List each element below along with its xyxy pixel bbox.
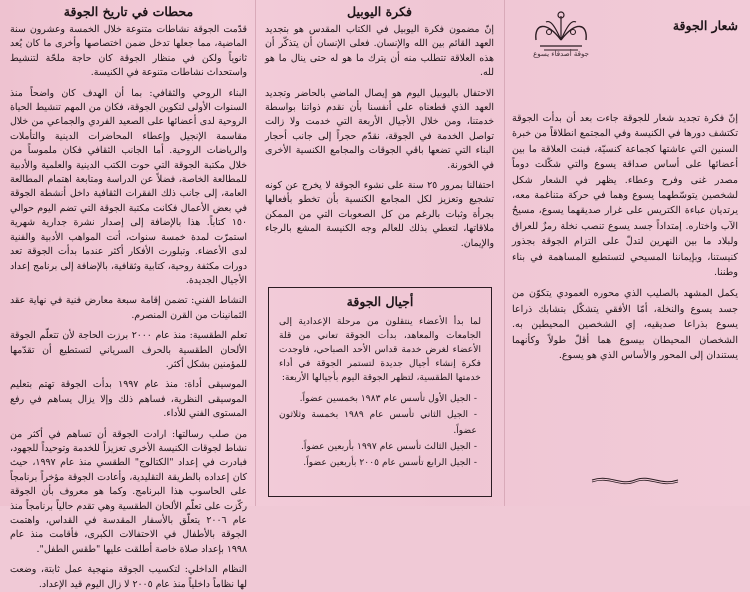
generation-item: - الجيل الأول تأسس عام ١٩٨٣ بخمسين عضواً. bbox=[279, 391, 481, 407]
jubilee-paragraph-1: إنّ مضمون فكرة اليوبيل في الكتاب المقدس هو بتجديد العهد القائم بين الله والإنسان. فعلى الإنسان أن يتذكّر أن هذه العلاقة تتطلب منه أن يترك ما هو له حتى ينال ما هو لله. bbox=[265, 24, 494, 79]
choir-logo-caption: جوقة أصدقاء يسوع bbox=[533, 50, 589, 58]
choir-logo-section bbox=[504, 0, 750, 506]
history-paragraph-6: من صلب رسالتها: ارادت الجوقة أن تساهم في أكثر من نشاط لجوقات الكنيسة الأخرى تعزيزاً للخدمة وتوحيداً للجهود، فبادرت في إعداد "الكتالوج" الطقسي منذ عام ١٩٩٧، حيث كان إعداده بالطريقة التقليدية، وأعادت الجوقة مؤخراً برنامجاً على الحاسوب هذا البرنامج. وكما هو معروف بأن الجوقة ركّزت على تعلّم الألحان الطقسية وهي تقدم حالياً برنامجاً منذ عام ٢٠٠٦ يتعلّق بالأسفار المقدسة في القداس، واهتمت الجوقة بالأطفال في الاحتفالات الكبرى، فأقامت منذ عام ١٩٩٨ بإعداد صلاة خاصة أطلقت عليها "طقس الطفل". bbox=[10, 428, 248, 555]
history-paragraph-7: النظام الداخلي: لتكسيب الجوقة منهجية عمل ثابتة، وضعت لها نظاماً داخلياً منذ عام ٢٠٠٥ لا زال اليوم قيد الإعداد. bbox=[10, 564, 247, 590]
generation-item: - الجيل الثالث تأسس عام ١٩٩٧ بأربعين عضواً. bbox=[279, 439, 481, 455]
choir-generations-intro: لما بدأ الأعضاء ينتقلون من مرحلة الإعدادية إلى الجامعات والمعاهد، بدأت الجوقة تعاني من قلة الأعضاء لغرض خدمة قداس الأحد الصباحي، فاوجدت فكرة إنشاء أجيال جديدة لتستمر الجوقة في أداء خدمتها الطقسية، لتظهر الجوقة اليوم بأجيالها الأربعة: bbox=[279, 316, 481, 383]
choir-generations-box bbox=[268, 287, 492, 497]
history-paragraph-1: قدّمت الجوقة نشاطات متنوعة خلال الخمسة وعشرون سنة الماضية، مما جعلها تدخل ضمن اختصاصها وأخرى ما كان يُعد ثانوياً ولكن في منظار الجوقة كان حاجة ملحّة لتنشيط واستحداث نشاطات متنوعة في الكنيسة. bbox=[10, 24, 247, 79]
jubilee-paragraph-3: احتفالنا بمرور ٢٥ سنة على نشوء الجوقة لا يخرج عن كونه تشجيع وتعزيز لكل المجامع الكنسية بأن تخطو بأفعالها بجرأة وثبات بالرغم من كل الصعوبات التي من الممكن ملاقاتها، لتعطي بذلك للعالم وجه الكنيسة المشع بالرجاء والإيمان. bbox=[265, 180, 494, 249]
jubilee-idea-title: فكرة اليوبيل bbox=[347, 4, 412, 19]
history-paragraph-5: الموسيقى أداة: منذ عام ١٩٩٧ بدأت الجوقة تهتم بتعليم الموسيقى النظرية، فساهم ذلك وإلا يزال يساهم في رفع المستوى الفني للأداء. bbox=[10, 379, 247, 420]
choir-logo-title: شعار الجوقة bbox=[672, 18, 738, 33]
generations-list bbox=[279, 391, 481, 471]
divider-ornament-icon bbox=[590, 474, 680, 486]
choir-generations-title: أجيال الجوقة bbox=[346, 294, 414, 309]
choir-history-section bbox=[0, 0, 255, 590]
jubilee-paragraph-2: الاحتفال باليوبيل اليوم هو إيصال الماضي بالحاضر وتجديد العهد الذي قطعناه على أنفسنا بأن نقدم ذواتنا بواسطة خدمتنا، ومن خلال الأجيال الأربعة التي خدمت ولا زالت تواصل الخدمة في الجوقة، نقدّم حجراً إلى جانب أحجار البناء التي تضعها باقي الجوقات والمجامع الكنسية الأخرى في الخورنة. bbox=[265, 87, 494, 171]
choir-logo-paragraph-1: إنّ فكرة تجديد شعار للجوقة جاءت بعد أن بدأت الجوقة تكتشف دورها في الكنيسة وفي المجتمع انطلاقاً من خبرة السنين التي عاشتها كجماعة كنسيّة، فبنت العلاقة ما بين أعضائها على أساس صداقة يسوع والتي شكّلت دوماً مصدر غنى وفرح وعطاء. يظهر في الشعار شكل لشخصين يتوسّطهما يسوع وهما في حركة متناغمة معه، يرتديان عباءة الكتريس على غرار صديقهما يسوع، مسيحُ الآب واختاره. إمتداداً جسد يسوع تنصب نخلة رمزٌ للعراق ولبلاد ما بين النهرين لتدلّ على التزام الجوقة بجذور كنيستنا، وبإيماننا المسيحي لتستطيع المساهمة في بناء وطننا. bbox=[512, 113, 738, 279]
choir-logo-paragraph-2: يكمل المشهد بالصليب الذي محوره العمودي يتكوّن من جسد يسوع والنخلة، أمّا الأفقي يتشكّل بتشابك ذراعا يسوع بذراعا صديقيه، إي الشخصين المحيطين به. الشخصان المحيطان بيسوع هما أقلّ طولاً وكأنهما يستندان إلى المحور والأساس الذي هو يسوع. bbox=[512, 288, 738, 362]
choir-history-title: محطات في تاريخ الجوقة bbox=[63, 4, 194, 19]
history-paragraph-3: النشاط الفني: تضمن إقامة سبعة معارض فنية في نهاية عقد الثمانينات من القرن المنصرم. bbox=[10, 295, 247, 321]
generation-item: - الجيل الثاني تأسس عام ١٩٨٩ بخمسة وثلاثون عضواً. bbox=[279, 407, 481, 439]
generation-item: - الجيل الرابع تأسس عام ٢٠٠٥ بأربعين عضواً. bbox=[279, 455, 481, 471]
history-paragraph-4: تعلم الطقسية: منذ عام ٢٠٠٠ برزت الحاجة لأن تتعلّم الجوقة الألحان الطقسية بالحرف السرياني لتستطيع أن تقدّمها للمؤمنين بشكل أكثر. bbox=[10, 330, 248, 370]
history-paragraph-2: البناء الروحي والثقافي: بما أن الهدف كان واضحاً منذ السنوات الأولى لتكوين الجوقة، فكان من المهم تنشيط الحياة الروحية لدى أعضائها على الصعيد الفردي والجماعي من خلال مقاسمة الإنجيل وإعطاء المحاضرات الدينية والتأملات والرياضات الروحية. أما الجانب الثقافي فكان ملموساً من خلال مكتبة الجوقة التي حوت الكتب الدينية والعلمية والأدبية للمطالعة الخاصة، فضلاً عن الدراسة ومتابعة اهتمام المطالعة العامة، إلى جانب ذلك الفقرات الثقافية داخل أنشطة الجوقة في بعض الأعمال فكانت مكتبة الجوقة التي تضم اليوم حوالي ١٥٠ كتاباً. هذا بالإضافة إلى إصدار نشرة جدارية شهرية استمرّت لمدة خمسة سنوات، أتت المواهب الأدبية والفنية لدى الأعضاء. وتبلورت الأفكار أكثر عندما بدأت الجوقة تعد دورات مكثفة روحية، كتابية وثقافية، بالإضافة إلى برنامج إعداد الأجيال الجديدة. bbox=[10, 87, 247, 286]
